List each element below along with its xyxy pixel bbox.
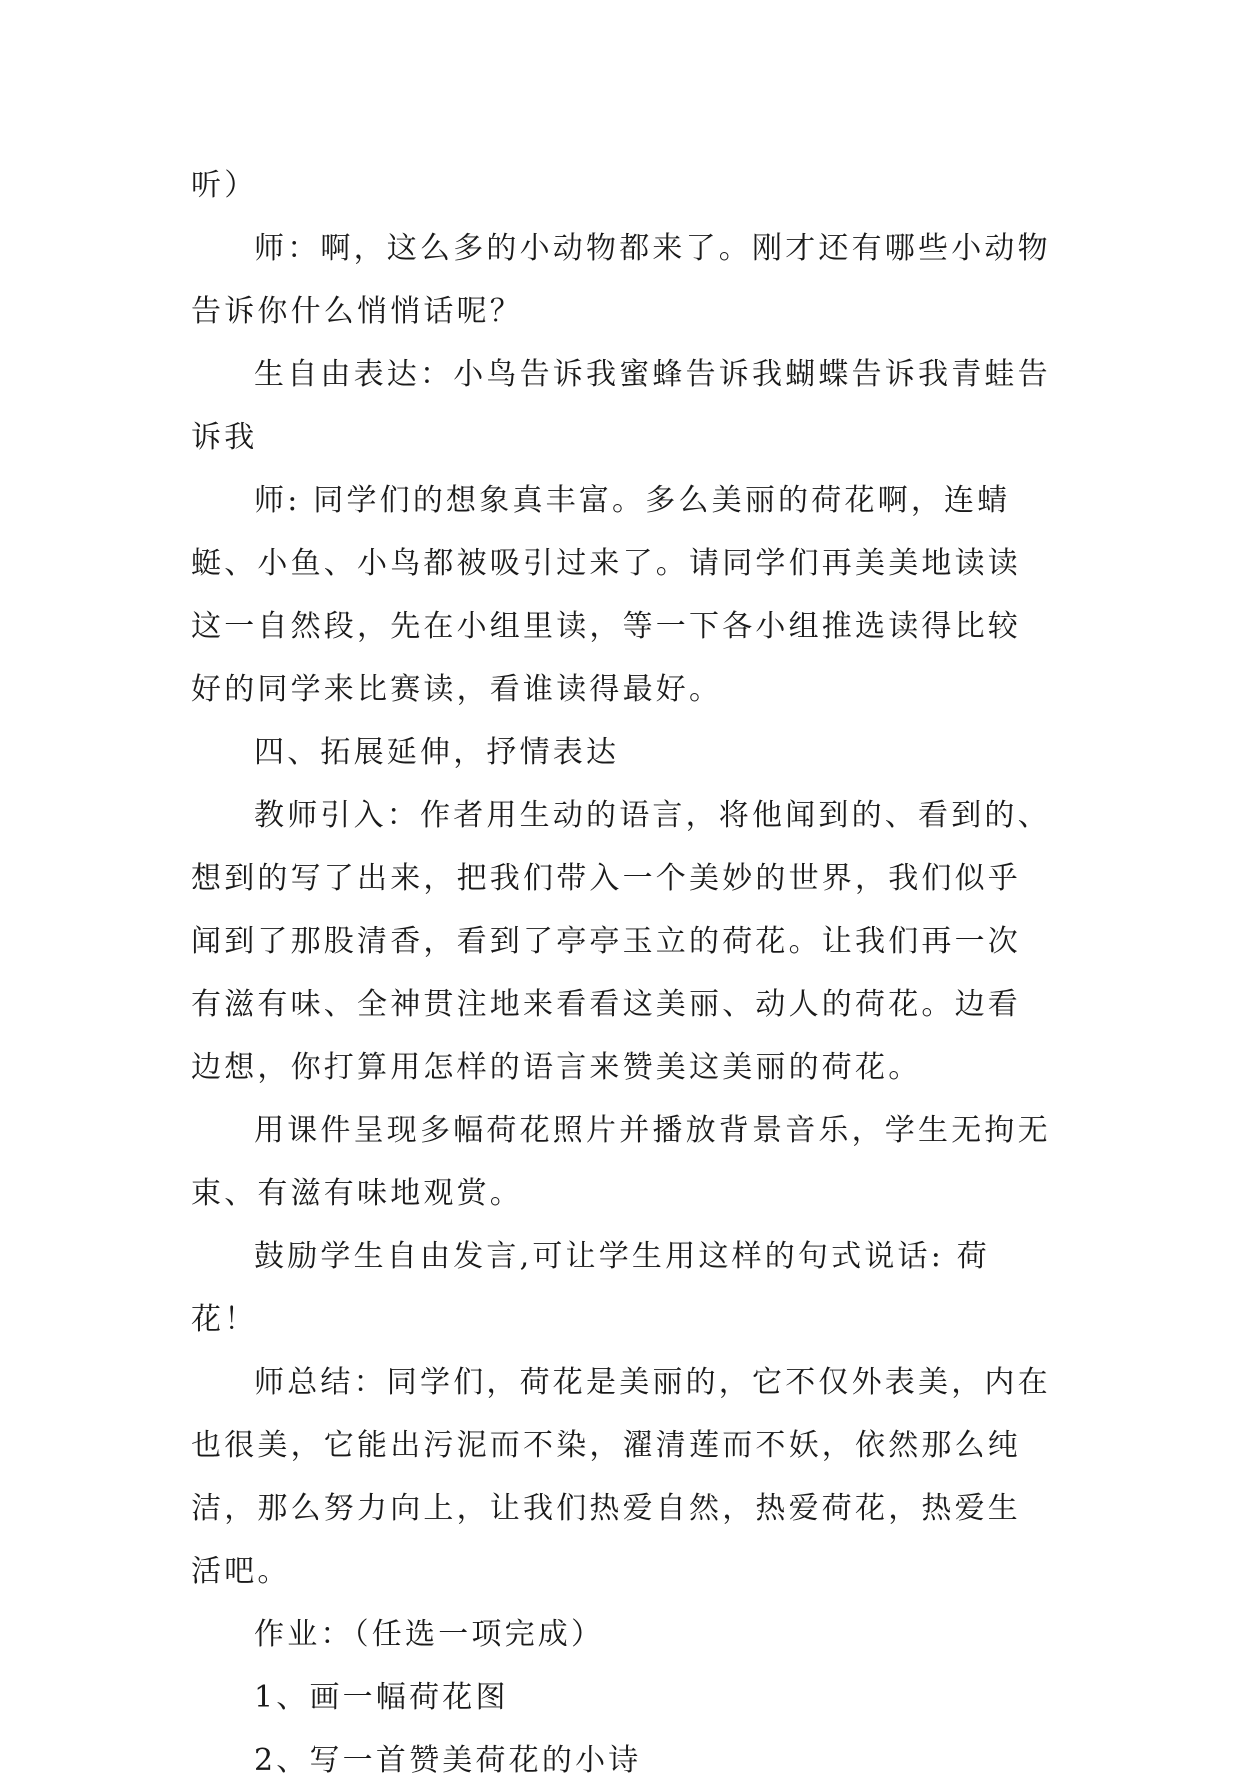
paragraph-teacher-intro: 教师引入：作者用生动的语言，将他闻到的、看到的、想到的写了出来，把我们带入一个美妙的世界，我们似乎闻到了那股清香，看到了亭亭玉立的荷花。让我们再一次有滋有味、全神贯注地来看看这美丽、动人的荷花。边看边想，你打算用怎样的语言来赞美这美丽的荷花。: [191, 798, 1051, 1085]
paragraph-courseware: 用课件呈现多幅荷花照片并播放背景音乐，学生无拘无束、有滋有味地观赏。: [191, 1113, 1051, 1211]
document-body: [191, 154, 1051, 1792]
paragraph-student-expression: 生自由表达：小鸟告诉我蜜蜂告诉我蝴蝶告诉我青蛙告诉我: [191, 357, 1051, 455]
paragraph-homework-heading: 作业：（任选一项完成）: [254, 1617, 605, 1652]
paragraph-teacher-summary: 师总结：同学们，荷花是美丽的，它不仅外表美，内在也很美，它能出污泥而不染，濯清莲而不妖，依然那么纯洁，那么努力向上，让我们热爱自然，热爱荷花，热爱生活吧。: [191, 1365, 1051, 1589]
paragraph-teacher-question: 师：啊，这么多的小动物都来了。刚才还有哪些小动物告诉你什么悄悄话呢？: [191, 231, 1051, 329]
section-heading: 四、拓展延伸，抒情表达: [254, 735, 620, 770]
paragraph-encourage: 鼓励学生自由发言,可让学生用这样的句式说话: 荷花！: [191, 1239, 990, 1337]
homework-item-2: 2、写一首赞美荷花的小诗: [254, 1743, 642, 1778]
paragraph-teacher-praise: 师: 同学们的想象真丰富。多么美丽的荷花啊，连蜻蜓、小鱼、小鸟都被吸引过来了。请同学们再美美地读读这一自然段，先在小组里读，等一下各小组推选读得比较好的同学来比赛读，看谁读得最好。: [191, 483, 1021, 707]
paragraph-continuation: 听）: [191, 168, 258, 203]
homework-item-1: 1、画一幅荷花图: [254, 1680, 509, 1715]
